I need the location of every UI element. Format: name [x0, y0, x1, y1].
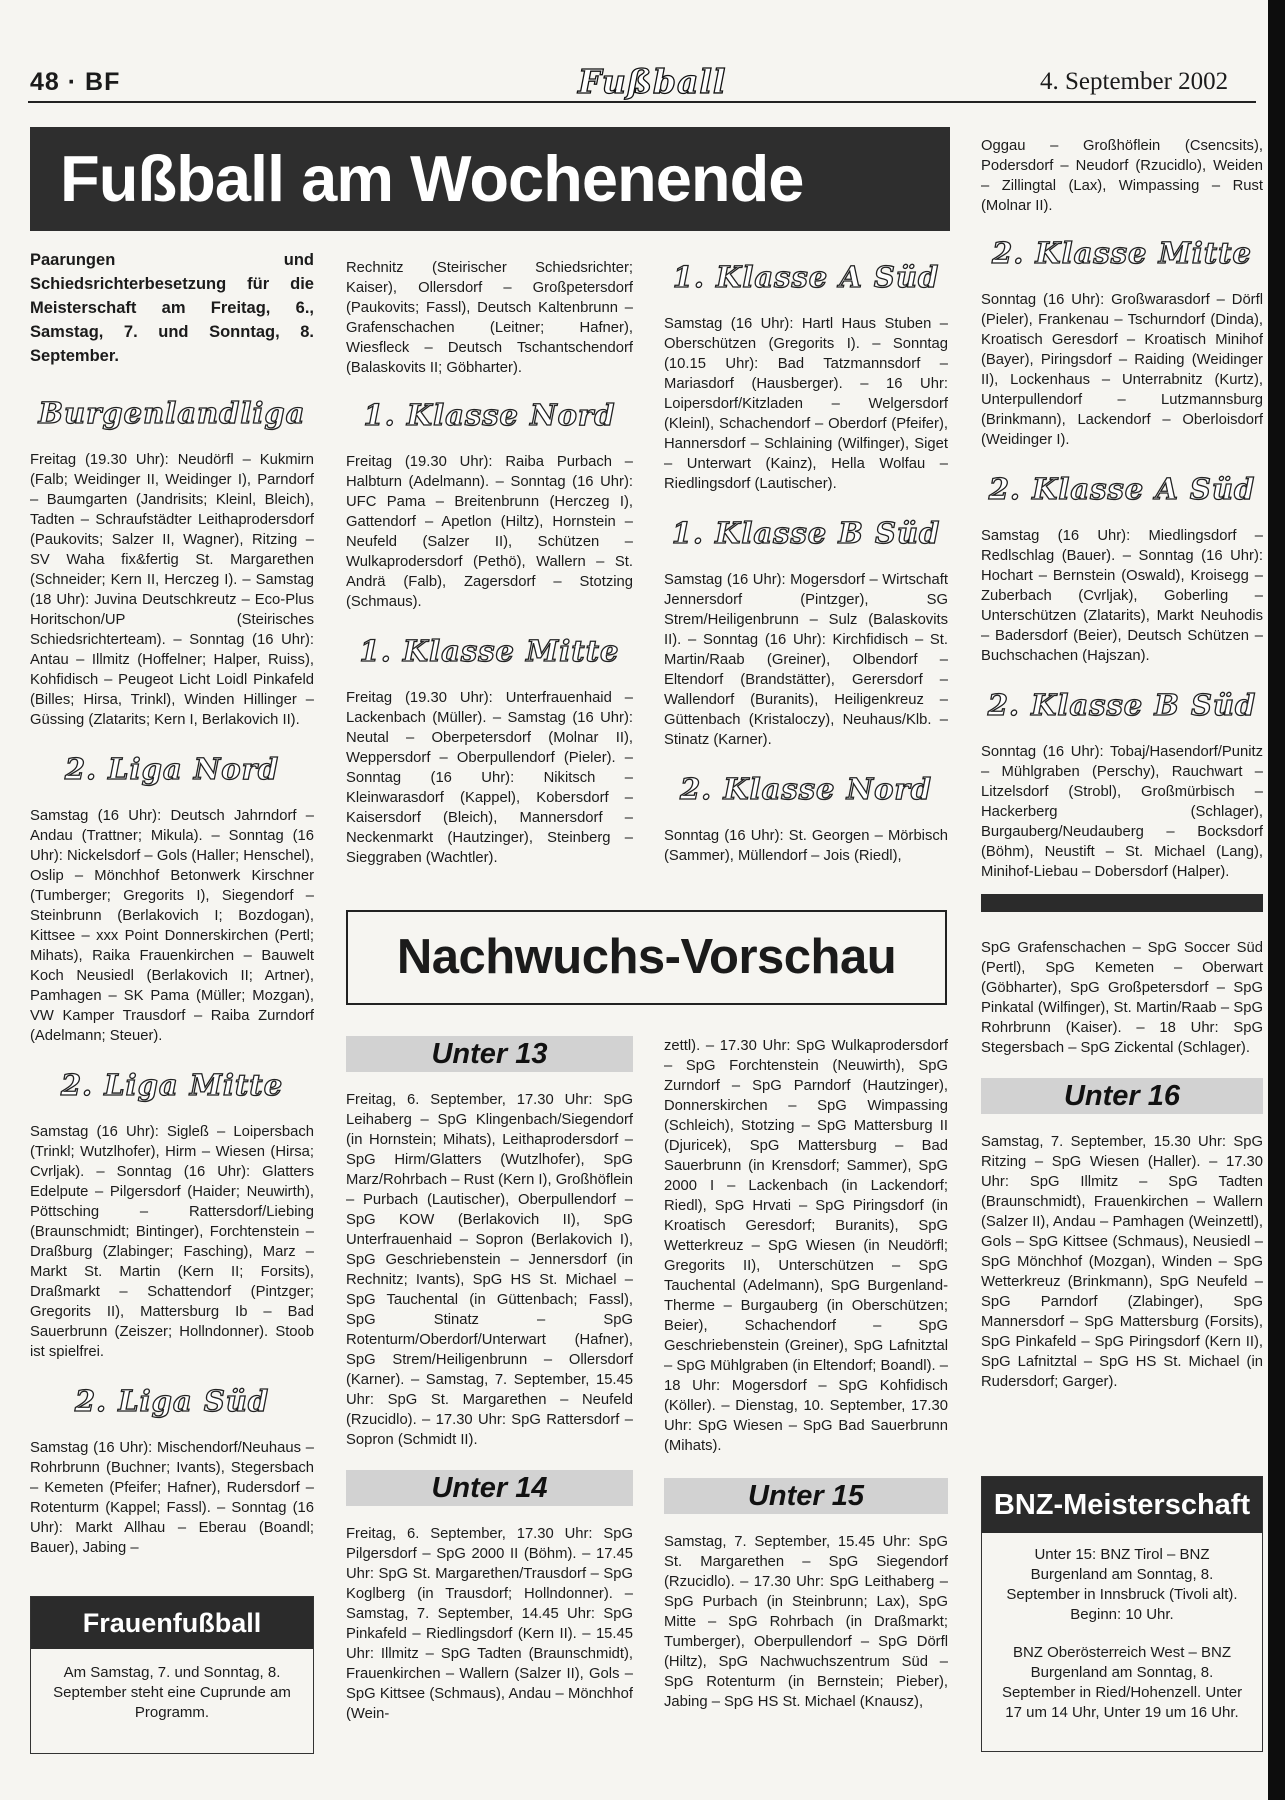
- age-group-heading: Unter 13: [346, 1036, 633, 1072]
- age-group-heading: Unter 15: [664, 1478, 948, 1514]
- league-text: Sonntag (16 Uhr): St. Georgen – Mörbisch (Sammer), Müllendorf – Jois (Riedl),: [664, 828, 948, 864]
- age-group-heading: Unter 16: [981, 1078, 1263, 1114]
- league-heading: 2. Liga Süd: [74, 1384, 270, 1418]
- bnz-text: Unter 15: BNZ Tirol – BNZ Burgenland am Sonntag, 8. September in Innsbruck (Tivoli alt). Beginn: 10 Uhr.: [1006, 1546, 1238, 1623]
- league-text: Sonntag (16 Uhr): Großwarasdorf – Dörfl (Pieler), Frankenau – Tschurndorf (Dinda), Kroatisch Geresdorf – Kroatisch Minihof (Bayer), Piringsdorf – Raiding (Weidinger II), Lockenhaus – Unterrabnitz (Kurtz), Unterpullendorf – Lutzmannsburg (Brinkmann), Lackendorf – Oberloisdorf (Weidinger I).: [981, 292, 1263, 448]
- bnz-title: BNZ-Meisterschaft: [982, 1477, 1262, 1533]
- age-group-heading: Unter 14: [346, 1470, 633, 1506]
- frauen-box: [30, 1596, 314, 1754]
- league-text: Oggau – Großhöflein (Csencsits), Podersdorf – Neudorf (Rzucidlo), Weiden – Zillingtal (Lax), Wimpassing – Rust (Molnar II).: [981, 138, 1263, 214]
- column-3-youth: [664, 1036, 948, 1712]
- league-heading: 1. Klasse Nord: [363, 398, 616, 432]
- column-4: [981, 136, 1263, 1392]
- column-2-youth: [346, 1018, 633, 1724]
- column-3: [664, 258, 948, 866]
- column-2: [346, 258, 633, 868]
- headline-banner: Fußball am Wochenende: [30, 127, 950, 231]
- column-1: [30, 248, 314, 1558]
- league-text: Samstag (16 Uhr): Hartl Haus Stuben – Oberschützen (Gregorits I). – Sonntag (10.15 Uhr): Bad Tatzmannsdorf – Mariasdorf (Hausberger). – 16 Uhr: Loipersdorf/Kitzladen – Welgersdorf (Kleinl), Schachendorf – Oberdorf (Pfeifer), Hannersdorf – Schlaining (Wilfinger), Siget – Unterwart (Kainz), Hella Wolfau – Riedlingsdorf (Lautischer).: [664, 316, 948, 492]
- issue-date: 4. September 2002: [1040, 68, 1229, 95]
- age-group-text: Samstag, 7. September, 15.30 Uhr: SpG Ritzing – SpG Wiesen (Haller). – 17.30 Uhr: SpG Illmitz – SpG Tadten (Braunschmidt), Frauenkirchen – Wallern (Salzer II), Andau – Pamhagen (Weinzettl), Gols – SpG Kittsee (Schmaus), Neusiedl – SpG Mönchhof (Mozgan), Winden – SpG Wetterkreuz (Brinkmann), SpG Neufeld – SpG Parndorf (Zlabinger), SpG Mannersdorf – SpG Mattersburg (Forsits), SpG Pinkafeld – SpG Piringsdorf (Kern II), SpG Lafnitztal – SpG HS St. Michael (in Rudersdorf; Garger).: [981, 1134, 1263, 1390]
- league-text: Samstag (16 Uhr): Miedlingsdorf – Redlschlag (Bauer). – Sonntag (16 Uhr): Hochart – Bernstein (Oswald), Kroisegg – Zuberbach (Cvrljak), Goberling – Unterschützen (Zlatarits), Markt Neuhodis – Badersdorf (Beier), Deutsch Schützen – Buchschachen (Hajszan).: [981, 528, 1263, 664]
- league-text: Samstag (16 Uhr): Sigleß – Loipersbach (Trinkl; Wutzlhofer), Hirm – Wiesen (Hirsa; Cvrljak). – Sonntag (16 Uhr): Glatters Edelpute – Pilgersdorf (Haider; Neuwirth), Pöttsching – Rattersdorf/Liebing (Braunschmidt; Bintinger), Forchtenstein – Draßburg (Zlabinger; Fasching), Marz – Markt St. Martin (Kern II; Forsits), Draßmarkt – Schattendorf (Pintzger; Gregorits II), Mattersburg Ib – Bad Sauerbrunn (Zeiszer; Hollndonner). Stoob ist spielfrei.: [30, 1124, 314, 1360]
- league-text: Samstag (16 Uhr): Deutsch Jahrndorf – Andau (Trattner; Mikula). – Sonntag (16 Uhr): Nickelsdorf – Gols (Haller; Henschel), Oslip – Mönchhof Betonwerk Kirschner (Tumberger; Gregorits I), Siegendorf – Steinbrunn (Berlakovich I; Bozdogan), Kittsee – xxx Point Donnerskirchen (Pertl; Mihats), Raika Frauenkirchen – Bauwelt Koch Neusiedl (Berlakovich II; Artner), Pamhagen – SK Pama (Müller; Mozgan), VW Kamper Trausdorf – Raiba Zurndorf (Adelmann; Steuer).: [30, 808, 314, 1044]
- page-number: 48 · BF: [30, 68, 121, 96]
- league-heading: 2. Klasse Mitte: [992, 236, 1252, 270]
- frauen-title: Frauenfußball: [31, 1597, 313, 1649]
- page-edge: [1268, 0, 1285, 1800]
- league-text: Freitag (19.30 Uhr): Neudörfl – Kukmirn (Falb; Weidinger II, Weidinger I), Parndorf – Baumgarten (Jandrisits; Kleinl, Bleich), Tadten – Schraufstädter Leithaprodersdorf (Paukovits; Salzer II, Wagner), Ritzing – SV Waha fix&fertig St. Margarethen (Schneider; Kern II, Herczeg I). – Samstag (18 Uhr): Juvina Deutschkreutz – Eco-Plus Horitschon/UP (Steirisches Schiedsrichterteam). – Sonntag (16 Uhr): Antau – Illmitz (Hoffelner; Halper, Ruiss), Kohfidisch – Peugeot Licht Loidl Pinkafeld (Billes; Hirsa, Trinkl), Winden Hillinger – Güssing (Zlatarits; Kern I, Berlakovich II).: [30, 452, 314, 728]
- bnz-text: BNZ Oberösterreich West – BNZ Burgenland am Sonntag, 8. September in Ried/Hohenzell. Unter 17 um 14 Uhr, Unter 19 um 16 Uhr.: [1001, 1644, 1243, 1721]
- league-heading: 1. Klasse Mitte: [359, 634, 620, 668]
- intro-text: Paarungen und Schiedsrichterbesetzung für die Meisterschaft am Freitag, 6., Samstag, 7. und Sonntag, 8. September.: [30, 251, 314, 365]
- age-group-text: Freitag, 6. September, 17.30 Uhr: SpG Pilgersdorf – SpG 2000 II (Böhm). – 17.45 Uhr: SpG St. Margarethen/Trausdorf – SpG Koglberg (in Trausdorf; Hollndonner). – Samstag, 7. September, 14.45 Uhr: SpG Pinkafeld – Riedlingsdorf (Kern II). – 15.45 Uhr: Illmitz – SpG Tadten (Braunschmidt), Frauenkirchen – Wallern (Salzer II), Gols – SpG Kittsee (Schmaus), Andau – Mönchhof (Wein-: [346, 1526, 633, 1722]
- league-heading: 2. Liga Mitte: [60, 1068, 284, 1102]
- header-rule: [28, 101, 1256, 103]
- league-heading: 2. Klasse Nord: [680, 772, 932, 806]
- league-text: Rechnitz (Steirischer Schiedsrichter; Kaiser), Ollersdorf – Großpetersdorf (Paukovits; Fassl), Deutsch Kaltenbrunn – Grafenschachen (Leitner; Hafner), Wiesfleck – Deutsch Tschantschendorf (Balaskovits II; Göbharter).: [346, 260, 633, 376]
- league-heading: 1. Klasse A Süd: [672, 260, 940, 294]
- league-heading: 1. Klasse B Süd: [671, 516, 941, 550]
- age-group-text: SpG Grafenschachen – SpG Soccer Süd (Pertl), SpG Kemeten – Oberwart (Göbharter), SpG Großpetersdorf – SpG Pinkatal (Wilfinger), St. Martin/Raab – SpG Rohrbrunn (Kaiser). – 18 Uhr: SpG Stegersbach – SpG Zickental (Schlager).: [981, 940, 1263, 1056]
- league-text: Freitag (19.30 Uhr): Raiba Purbach – Halbturn (Adelmann). – Sonntag (16 Uhr): UFC Pama – Breitenbrunn (Herczeg I), Gattendorf – Apetlon (Hiltz), Hornstein – Neufeld (Salzer II), Schützen – Wulkaprodersdorf (Pethö), Wallern – St. Andrä (Falb), Zagersdorf – Stotzing (Schmaus).: [346, 454, 633, 610]
- divider-bar: [981, 894, 1263, 912]
- league-heading: Burgenlandliga: [38, 396, 306, 430]
- frauen-text: Am Samstag, 7. und Sonntag, 8. September steht eine Cuprunde am Programm.: [53, 1664, 291, 1721]
- section-rubric: Fußball: [578, 62, 727, 101]
- age-group-text: Freitag, 6. September, 17.30 Uhr: SpG Leihaberg – SpG Klingenbach/Siegendorf (in Hornstein; Mihats), Leithaprodersdorf – SpG Hirm/Glatters (Wutzlhofer), SpG Marz/Rohrbach – Rust (Kern I), Großhöflein – Purbach (Lautischer), Oberpullendorf – SpG KOW (Berlakovich II), SpG Unterfrauenhaid – Sopron (Berlakovich I), SpG Geschriebenstein – Jennersdorf (in Rechnitz; Ivants), SpG HS St. Michael – SpG Tauchental (in Güttenbach; Fassl), SpG Stinatz – SpG Rotenturm/Oberdorf/Unterwart (Hafner), SpG Strem/Heiligenbrunn – Ollersdorf (Karner). – Samstag, 7. September, 15.45 Uhr: SpG St. Margarethen – Neufeld (Rzucidlo). – 17.30 Uhr: SpG Rattersdorf – Sopron (Schmidt II).: [346, 1092, 634, 1448]
- age-group-text: Samstag, 7. September, 15.45 Uhr: SpG St. Margarethen – SpG Siegendorf (Rzucidlo). – 17.30 Uhr: SpG Leithaberg – SpG Purbach (in Steinbrunn; Lax), SpG Mitte – SpG Rohrbach (in Draßmarkt; Tumberger), Oberpullendorf – SpG Dörfl (Hiltz), SpG Nachwuchszentrum Süd – SpG Rotenturm (in Bernstein; Pieber), Jabing – SpG HS St. Michael (Knausz),: [664, 1534, 948, 1710]
- league-heading: 2. Klasse A Süd: [988, 472, 1256, 506]
- age-group-text: zettl). – 17.30 Uhr: SpG Wulkaprodersdorf – SpG Forchtenstein (Neuwirth), SpG Zurndorf – SpG Parndorf (Hautzinger), Donnerskirchen – SpG Wimpassing (Schleich), Stotzing – SpG Mattersburg II (Djuricek), SpG Mattersburg – Bad Sauerbrunn (in Krensdorf; Sammer), SpG 2000 I – Lackenbach (in Lackendorf; Riedl), SpG Hrvati – SpG Piringsdorf (in Kroatisch Geresdorf; Buranits), SpG Wetterkreuz – SpG Wiesen (in Neudörfl; Gregorits II), Unterschützen – SpG Tauchental (Adelmann), SpG Burgenland-Therme – Burgauberg (in Oberschützen; Beier), Schachendorf – SpG Geschriebenstein (Greiner), SpG Lafnitztal – SpG Mühlgraben (in Eltendorf; Boandl). – 18 Uhr: Mogersdorf – SpG Kohfidisch (Köller). – Dienstag, 10. September, 17.30 Uhr: SpG Wiesen – SpG Bad Sauerbrunn (Mihats).: [664, 1038, 948, 1454]
- league-text: Samstag (16 Uhr): Mischendorf/Neuhaus – Rohrbrunn (Buchner; Ivants), Stegersbach – Kemeten (Pfeifer; Hafner), Rudersdorf – Rotenturm (Kappel; Fassl). – Sonntag (16 Uhr): Markt Allhau – Eberau (Boandl; Bauer), Jabing –: [30, 1440, 314, 1556]
- nachwuchs-title: Nachwuchs-Vorschau: [346, 910, 947, 1005]
- league-text: Freitag (19.30 Uhr): Unterfrauenhaid – Lackenbach (Müller). – Samstag (16 Uhr): Neutal – Oberpetersdorf (Molnar II), Weppersdorf – Oberpullendorf (Pieler). – Sonntag (16 Uhr): Nikitsch – Kleinwarasdorf (Kappel), Kobersdorf – Kaisersdorf (Bleich), Mannersdorf – Neckenmarkt (Hautzinger), Steinberg – Sieggraben (Wachtler).: [346, 690, 633, 866]
- league-text: Samstag (16 Uhr): Mogersdorf – Wirtschaft Jennersdorf (Pintzger), SG Strem/Heiligenbrunn – Sulz (Balaskovits II). – Sonntag (16 Uhr): Kirchfidisch – St. Martin/Raab (Greiner), Olbendorf – Eltendorf (Brandstätter), Gerersdorf – Wallendorf (Buranits), Heiligenkreuz – Güttenbach (Kristaloczy), Neuhaus/Klb. – Stinatz (Karner).: [664, 572, 948, 748]
- league-heading: 2. Klasse B Süd: [987, 688, 1257, 722]
- league-heading: 2. Liga Nord: [64, 752, 280, 786]
- bnz-box: [981, 1476, 1263, 1752]
- league-text: Sonntag (16 Uhr): Tobaj/Hasendorf/Punitz – Mühlgraben (Perschy), Rauchwart – Litzelsdorf (Strobl), Großmürbisch – Hackerberg (Schlager), Burgauberg/Neudauberg – Bocksdorf (Böhm), Neustift – St. Michael (Lang), Minihof-Liebau – Dobersdorf (Halper).: [981, 744, 1263, 880]
